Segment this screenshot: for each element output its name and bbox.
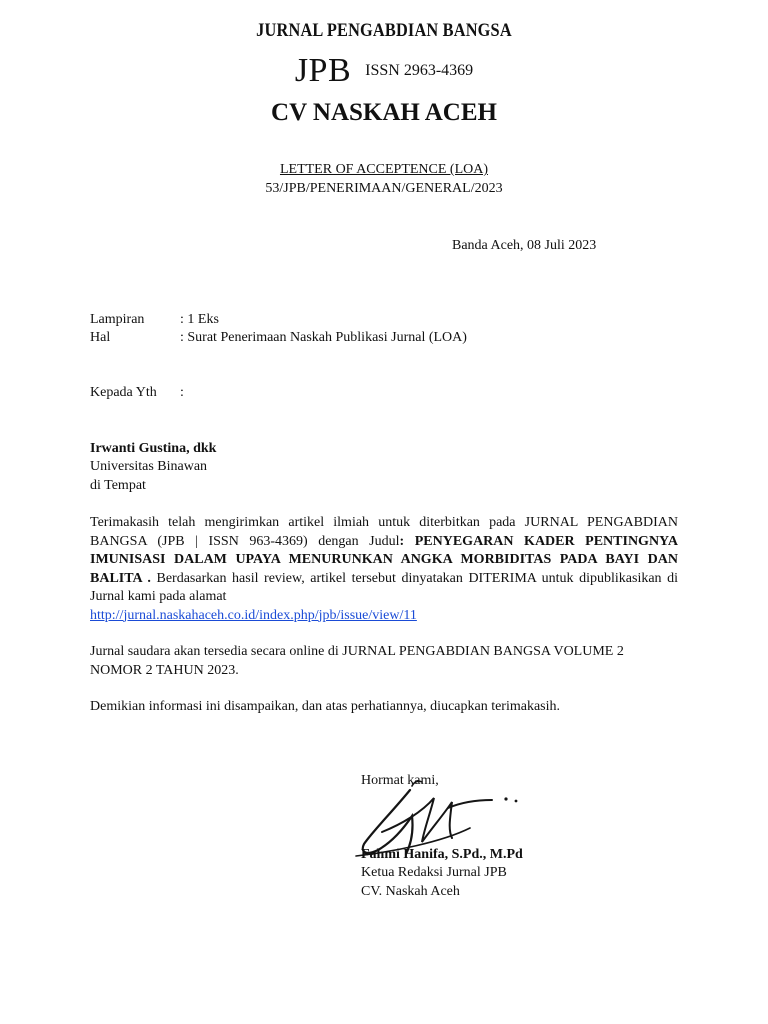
kepada-label: Kepada Yth xyxy=(90,385,157,400)
lampiran-label: Lampiran xyxy=(90,312,145,327)
closing-text: Demikian informasi ini disampaikan, dan atas perhatiannya, diucapkan terimakasih. xyxy=(90,699,561,714)
publisher-name: CV NASKAH ACEH xyxy=(271,99,497,126)
signer-org: CV. Naskah Aceh xyxy=(361,884,460,899)
hal-label: Hal xyxy=(90,330,111,345)
journal-issue-link[interactable]: http://jurnal.naskahaceh.co.id/index.php/jpb/issue/view/11 xyxy=(90,607,417,623)
review-text: Berdasarkan hasil review, artikel tersebut dinyatakan DITERIMA untuk dipublikasikan di Jurnal kami pada alamat xyxy=(90,570,678,604)
lampiran-value: : 1 Eks xyxy=(180,312,219,327)
hal-value: : Surat Penerimaan Naskah Publikasi Jurnal (LOA) xyxy=(180,330,467,345)
lampiran-row xyxy=(90,312,219,328)
journal-logo: JPB xyxy=(294,52,352,89)
letter-title: LETTER OF ACCEPTENCE (LOA) xyxy=(279,162,489,177)
kepada-value: : xyxy=(180,385,184,400)
acceptance-paragraph xyxy=(90,514,678,625)
place-date: Banda Aceh, 08 Juli 2023 xyxy=(452,238,597,253)
signoff-greeting: Hormat kami, xyxy=(361,773,439,788)
intro-text: Terimakasih telah mengirimkan artikel ilmiah untuk diterbitkan pada JURNAL PENGABDIAN BANGSA (JPB | ISSN 963-4369) dengan Judul xyxy=(90,515,678,549)
journal-logo-row xyxy=(0,52,768,90)
journal-name: JURNAL PENGABDIAN BANGSA xyxy=(256,20,512,41)
recipient-institution: Universitas Binawan xyxy=(90,459,208,474)
letter-number: 53/JPB/PENERIMAAN/GENERAL/2023 xyxy=(265,181,503,196)
recipient-location: di Tempat xyxy=(90,478,146,493)
recipient-name: Irwanti Gustina, dkk xyxy=(90,441,217,456)
article-title: : PENYEGARAN KADER PENTINGNYA IMUNISASI DALAM UPAYA MENURUNKAN ANGKA MORBIDITAS PADA BAYI DAN BALITA . xyxy=(90,533,678,586)
kepada-row xyxy=(90,385,184,401)
signer-role: Ketua Redaksi Jurnal JPB xyxy=(361,865,507,880)
issn: ISSN 2963-4369 xyxy=(365,62,474,79)
hal-row xyxy=(90,330,467,346)
online-info: Jurnal saudara akan tersedia secara online di JURNAL PENGABDIAN BANGSA VOLUME 2 NOMOR 2 TAHUN 2023. xyxy=(90,644,624,678)
signer-name: Fahmi Hanifa, S.Pd., M.Pd xyxy=(361,847,523,862)
